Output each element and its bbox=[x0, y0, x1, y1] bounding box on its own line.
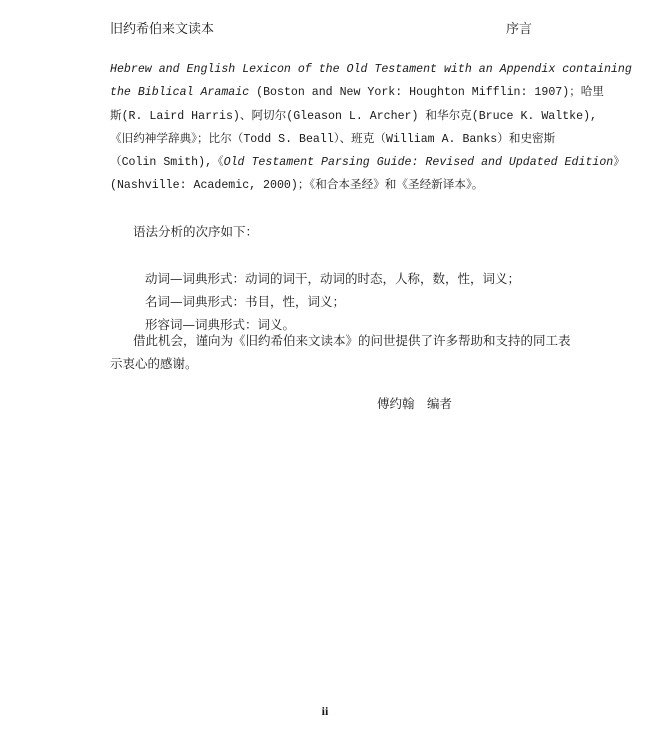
page-number: ii bbox=[321, 704, 329, 718]
reference-authors: （Colin Smith),《 bbox=[110, 156, 224, 169]
analysis-item-verb: 动词—词典形式：动词的词干，动词的时态，人称，数，性，词义； bbox=[145, 271, 521, 286]
analysis-intro: 语法分析的次序如下： bbox=[133, 224, 259, 239]
running-header-title: 旧约希伯来文读本 bbox=[110, 22, 215, 37]
reference-line-1 bbox=[110, 62, 632, 78]
reference-bracket: 》 bbox=[613, 156, 625, 169]
analysis-item-noun: 名词—词典形式：书目，性，词义； bbox=[145, 294, 346, 309]
reference-line-4: 《旧约神学辞典》；比尔（Todd S. Beall）、班克（William A. Banks）和史密斯 bbox=[110, 133, 556, 146]
acknowledgement-line-1: 借此机会，谨向为《旧约希伯来文读本》的问世提供了许多帮助和支持的同工表 bbox=[133, 333, 571, 348]
running-header-section: 序言 bbox=[505, 22, 532, 37]
reference-line-3: 斯(R. Laird Harris)、阿切尔(Gleason L. Archer) 和华尔克(Bruce K. Waltke), bbox=[110, 110, 598, 123]
reference-title-italic: Old Testament Parsing Guide: Revised and Updated Edition bbox=[223, 156, 614, 169]
reference-title-italic: Hebrew and English Lexicon of the Old Testament with an Appendix containing bbox=[110, 63, 632, 76]
acknowledgement-line-2: 示衷心的感谢。 bbox=[110, 356, 198, 371]
reference-line-5 bbox=[110, 155, 625, 171]
reference-line-6: (Nashville: Academic, 2000)；《和合本圣经》和《圣经新译本》。 bbox=[110, 179, 484, 192]
reference-title-italic: the Biblical Aramaic bbox=[110, 86, 250, 99]
reference-publisher: (Boston and New York: Houghton Mifflin: 1907)；哈里 bbox=[249, 86, 604, 99]
analysis-item-adjective: 形容词—词典形式：词义。 bbox=[145, 317, 296, 332]
signature: 傅约翰 编者 bbox=[377, 396, 453, 411]
reference-line-2 bbox=[110, 85, 604, 101]
